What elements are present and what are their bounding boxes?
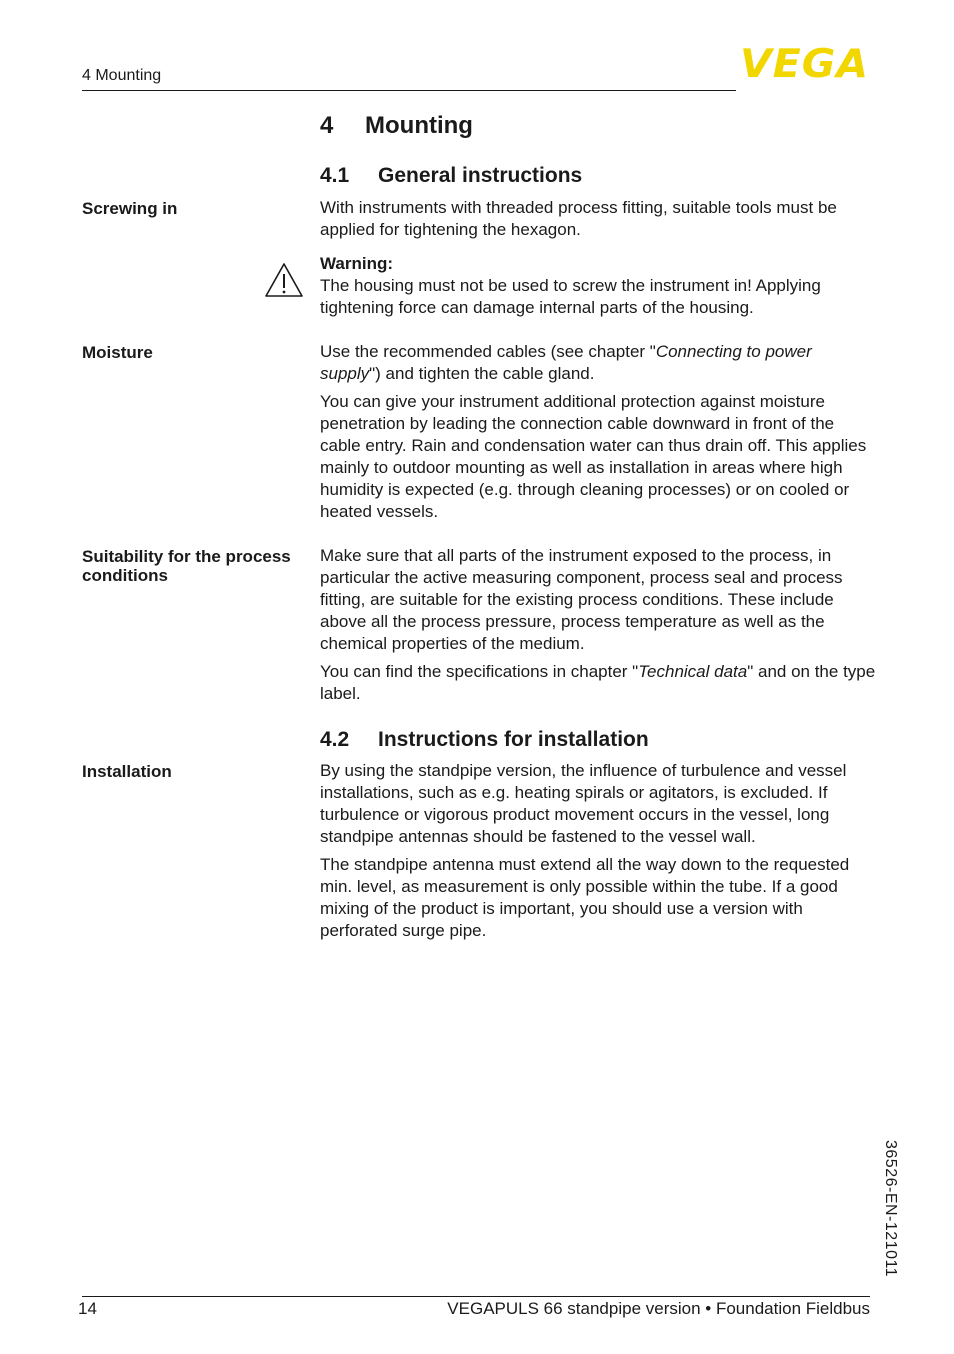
header-rule	[82, 90, 736, 91]
side-label-installation: Installation	[82, 762, 172, 781]
warning-block	[320, 253, 876, 319]
suitability-paragraph-2	[320, 661, 876, 705]
side-label-suitability: Suitability for the process conditions	[82, 547, 291, 585]
section-heading-installation	[320, 728, 649, 752]
installation-text	[320, 760, 876, 942]
section-title: General instructions	[378, 164, 583, 187]
document-number: 36526-EN-121011	[882, 1140, 899, 1278]
side-label-screwing: Screwing in	[82, 199, 178, 218]
moisture-text	[320, 341, 876, 523]
suitability-paragraph-1: Make sure that all parts of the instrument exposed to the process, in particular the active measuring component, process seal and process fitting, are suitable for the existing process conditions. These include above all the process pressure, process temperature as well as the chemical properties of the medium.	[320, 546, 843, 653]
screwing-paragraph: With instruments with threaded process fitting, suitable tools must be applied for tightening the hexagon.	[320, 198, 837, 239]
section-number: 4.1	[320, 164, 350, 187]
page-number: 14	[78, 1299, 97, 1318]
text-run: " and on the type label.	[320, 662, 876, 703]
text-run: Use the recommended cables (see chapter "	[320, 342, 656, 361]
suitability-text	[320, 545, 876, 705]
footer-rule	[82, 1296, 870, 1297]
section-number: 4.2	[320, 728, 350, 751]
moisture-paragraph-1	[320, 341, 876, 385]
side-label-moisture: Moisture	[82, 343, 153, 362]
screwing-text	[320, 197, 876, 241]
running-header: 4 Mounting	[82, 67, 162, 84]
warning-title: Warning:	[320, 254, 394, 273]
text-run: ") and tighten the cable gland.	[369, 364, 595, 383]
vega-logo	[740, 42, 874, 87]
chapter-number: 4	[320, 112, 334, 139]
chapter-heading	[320, 112, 473, 140]
chapter-reference: Connecting to power supply	[320, 342, 812, 383]
moisture-paragraph-2: You can give your instrument additional protection against moisture penetration by leading the connection cable downward in front of the cable entry. Rain and condensation water can thus drain off. This applies mainly to outdoor mounting as well as installation in areas where high humidity is expected (e.g. through cleaning processes) or on cooled or heated vessels.	[320, 392, 867, 521]
warning-text: The housing must not be used to screw the instrument in! Applying tightening force can damage internal parts of the housing.	[320, 276, 821, 317]
installation-paragraph-1: By using the standpipe version, the influence of turbulence and vessel installations, such as e.g. heating spirals or agitators, is excluded. If turbulence or vigorous product movement occurs in the vessel, long standpipe antennas should be fastened to the vessel wall.	[320, 761, 847, 846]
section-title: Instructions for installation	[378, 728, 649, 751]
warning-icon	[264, 262, 304, 298]
installation-paragraph-2: The standpipe antenna must extend all the way down to the requested min. level, as measurement is only possible within the tube. If a good mixing of the product is important, you should use a version with perforated surge pipe.	[320, 855, 850, 940]
text-run: You can find the specifications in chapter "	[320, 662, 639, 681]
section-heading-general	[320, 164, 582, 188]
chapter-reference: Technical data	[638, 662, 748, 681]
chapter-title: Mounting	[365, 112, 473, 139]
footer-title: VEGAPULS 66 standpipe version • Foundation Fieldbus	[447, 1299, 870, 1318]
logo-text: VEGA	[740, 42, 870, 87]
